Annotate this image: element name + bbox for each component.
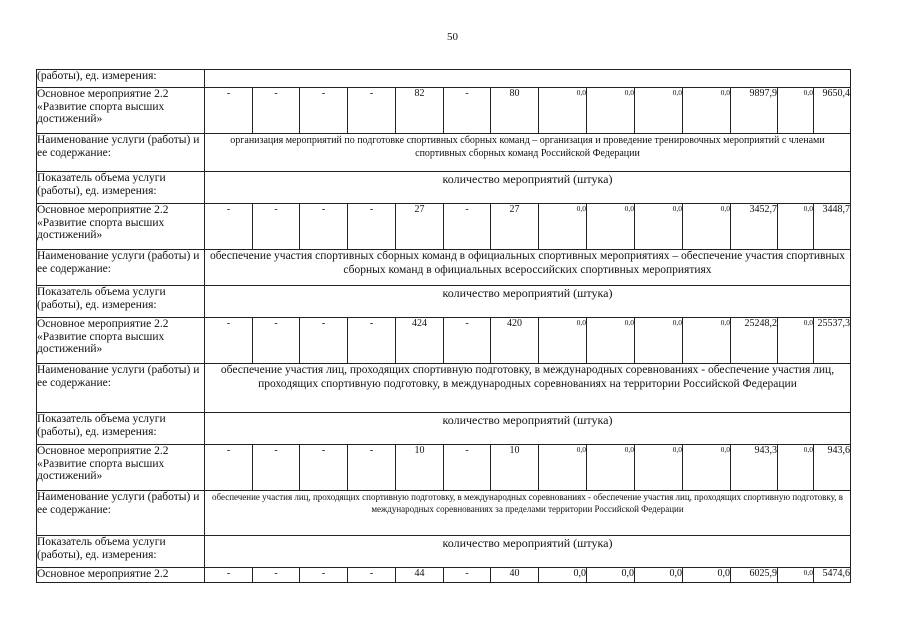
value-cell: 943,3 [731, 445, 778, 491]
value-cell: - [205, 88, 253, 134]
measure-label: Основное мероприятие 2.2 [37, 568, 205, 583]
table-row [37, 318, 851, 364]
page-number: 50 [447, 31, 458, 43]
value-cell: 0,0 [683, 88, 731, 134]
value-cell: 10 [396, 445, 444, 491]
value-cell: 3452,7 [731, 204, 778, 250]
value-cell: 0,0 [635, 568, 683, 583]
measure-label: Основное мероприятие 2.2 «Развитие спорта высших достижений» [37, 204, 205, 250]
service-label: Наименование услуги (работы) и ее содержание: [37, 250, 205, 286]
value-cell: 0,0 [778, 318, 814, 364]
indicator-label: Показатель объема услуги (работы), ед. измерения: [37, 536, 205, 568]
value-cell: - [205, 445, 253, 491]
value-cell: 0,0 [635, 318, 683, 364]
value-cell: 0,0 [635, 88, 683, 134]
measure-label: Основное мероприятие 2.2 «Развитие спорта высших достижений» [37, 88, 205, 134]
value-cell: 27 [396, 204, 444, 250]
value-cell: - [205, 568, 253, 583]
value-cell: 424 [396, 318, 444, 364]
value-cell: - [444, 568, 491, 583]
table-row-service [37, 250, 851, 286]
table-row [37, 445, 851, 491]
table-row-continued [37, 70, 851, 88]
value-cell: 0,0 [683, 204, 731, 250]
value-cell: - [300, 568, 348, 583]
value-cell: - [444, 204, 491, 250]
value-cell: - [348, 88, 396, 134]
continued-label: (работы), ед. измерения: [37, 70, 205, 88]
table-row [37, 204, 851, 250]
value-cell: 0,0 [539, 204, 587, 250]
value-cell: 0,0 [587, 568, 635, 583]
value-cell: 6025,9 [731, 568, 778, 583]
value-cell: - [444, 445, 491, 491]
service-description: организация мероприятий по подготовке спортивных сборных команд – организация и проведение тренировочных мероприятий с членами спортивных сборных команд Российской Федерации [205, 134, 851, 172]
indicator-value: количество мероприятий (штука) [205, 413, 851, 445]
value-cell: - [444, 318, 491, 364]
value-cell: - [253, 318, 300, 364]
value-cell: - [348, 318, 396, 364]
value-cell: 0,0 [587, 88, 635, 134]
value-cell: 25537,3 [814, 318, 851, 364]
service-description: обеспечение участия лиц, проходящих спортивную подготовку, в международных соревнованиях - обеспечение участия лиц, проходящих спортивную подготовку, в международных соревнованиях за пределами территории Российской Федерации [205, 491, 851, 536]
value-cell: 943,6 [814, 445, 851, 491]
table-row-indicator [37, 172, 851, 204]
value-cell: 0,0 [635, 204, 683, 250]
value-cell: 0,0 [778, 88, 814, 134]
value-cell: 40 [491, 568, 539, 583]
value-cell: 82 [396, 88, 444, 134]
service-label: Наименование услуги (работы) и ее содержание: [37, 364, 205, 413]
value-cell: 0,0 [683, 318, 731, 364]
value-cell: 80 [491, 88, 539, 134]
value-cell: 9897,9 [731, 88, 778, 134]
value-cell: - [444, 88, 491, 134]
value-cell: 0,0 [587, 445, 635, 491]
table-row-indicator [37, 536, 851, 568]
indicator-label: Показатель объема услуги (работы), ед. измерения: [37, 286, 205, 318]
value-cell: - [300, 88, 348, 134]
indicator-value: количество мероприятий (штука) [205, 172, 851, 204]
value-cell: 0,0 [778, 568, 814, 583]
table-row-indicator [37, 413, 851, 445]
value-cell: 0,0 [683, 445, 731, 491]
value-cell: - [253, 88, 300, 134]
measure-label: Основное мероприятие 2.2 «Развитие спорта высших достижений» [37, 445, 205, 491]
document-table [36, 69, 851, 583]
value-cell: - [253, 568, 300, 583]
value-cell: - [300, 445, 348, 491]
table-row [37, 88, 851, 134]
continued-blank [205, 70, 851, 88]
table-row-service [37, 491, 851, 536]
table-row [37, 568, 851, 583]
value-cell: 0,0 [587, 318, 635, 364]
indicator-label: Показатель объема услуги (работы), ед. измерения: [37, 413, 205, 445]
value-cell: 0,0 [587, 204, 635, 250]
value-cell: 27 [491, 204, 539, 250]
value-cell: - [205, 204, 253, 250]
value-cell: 9650,4 [814, 88, 851, 134]
service-description: обеспечение участия лиц, проходящих спортивную подготовку, в международных соревнованиях - обеспечение участия лиц, проходящих спортивную подготовку, в международных соревнованиях на территории Российской Федерации [205, 364, 851, 413]
value-cell: 0,0 [539, 88, 587, 134]
value-cell: 0,0 [539, 568, 587, 583]
indicator-value: количество мероприятий (штука) [205, 536, 851, 568]
value-cell: 0,0 [539, 318, 587, 364]
value-cell: - [253, 204, 300, 250]
table-row-indicator [37, 286, 851, 318]
service-description: обеспечение участия спортивных сборных команд в официальных спортивных мероприятиях – обеспечение участия спортивных сборных команд в официальных всероссийских спортивных мероприятиях [205, 250, 851, 286]
value-cell: 0,0 [778, 445, 814, 491]
value-cell: 0,0 [683, 568, 731, 583]
value-cell: 3448,7 [814, 204, 851, 250]
table-row-service [37, 134, 851, 172]
value-cell: 0,0 [539, 445, 587, 491]
value-cell: 25248,2 [731, 318, 778, 364]
value-cell: 5474,6 [814, 568, 851, 583]
value-cell: 420 [491, 318, 539, 364]
value-cell: 0,0 [635, 445, 683, 491]
service-label: Наименование услуги (работы) и ее содержание: [37, 134, 205, 172]
indicator-value: количество мероприятий (штука) [205, 286, 851, 318]
value-cell: 44 [396, 568, 444, 583]
value-cell: - [205, 318, 253, 364]
value-cell: - [348, 568, 396, 583]
service-label: Наименование услуги (работы) и ее содержание: [37, 491, 205, 536]
value-cell: 0,0 [778, 204, 814, 250]
value-cell: - [300, 204, 348, 250]
measure-label: Основное мероприятие 2.2 «Развитие спорта высших достижений» [37, 318, 205, 364]
value-cell: - [300, 318, 348, 364]
value-cell: - [348, 445, 396, 491]
table-row-service [37, 364, 851, 413]
value-cell: - [253, 445, 300, 491]
value-cell: - [348, 204, 396, 250]
indicator-label: Показатель объема услуги (работы), ед. измерения: [37, 172, 205, 204]
value-cell: 10 [491, 445, 539, 491]
